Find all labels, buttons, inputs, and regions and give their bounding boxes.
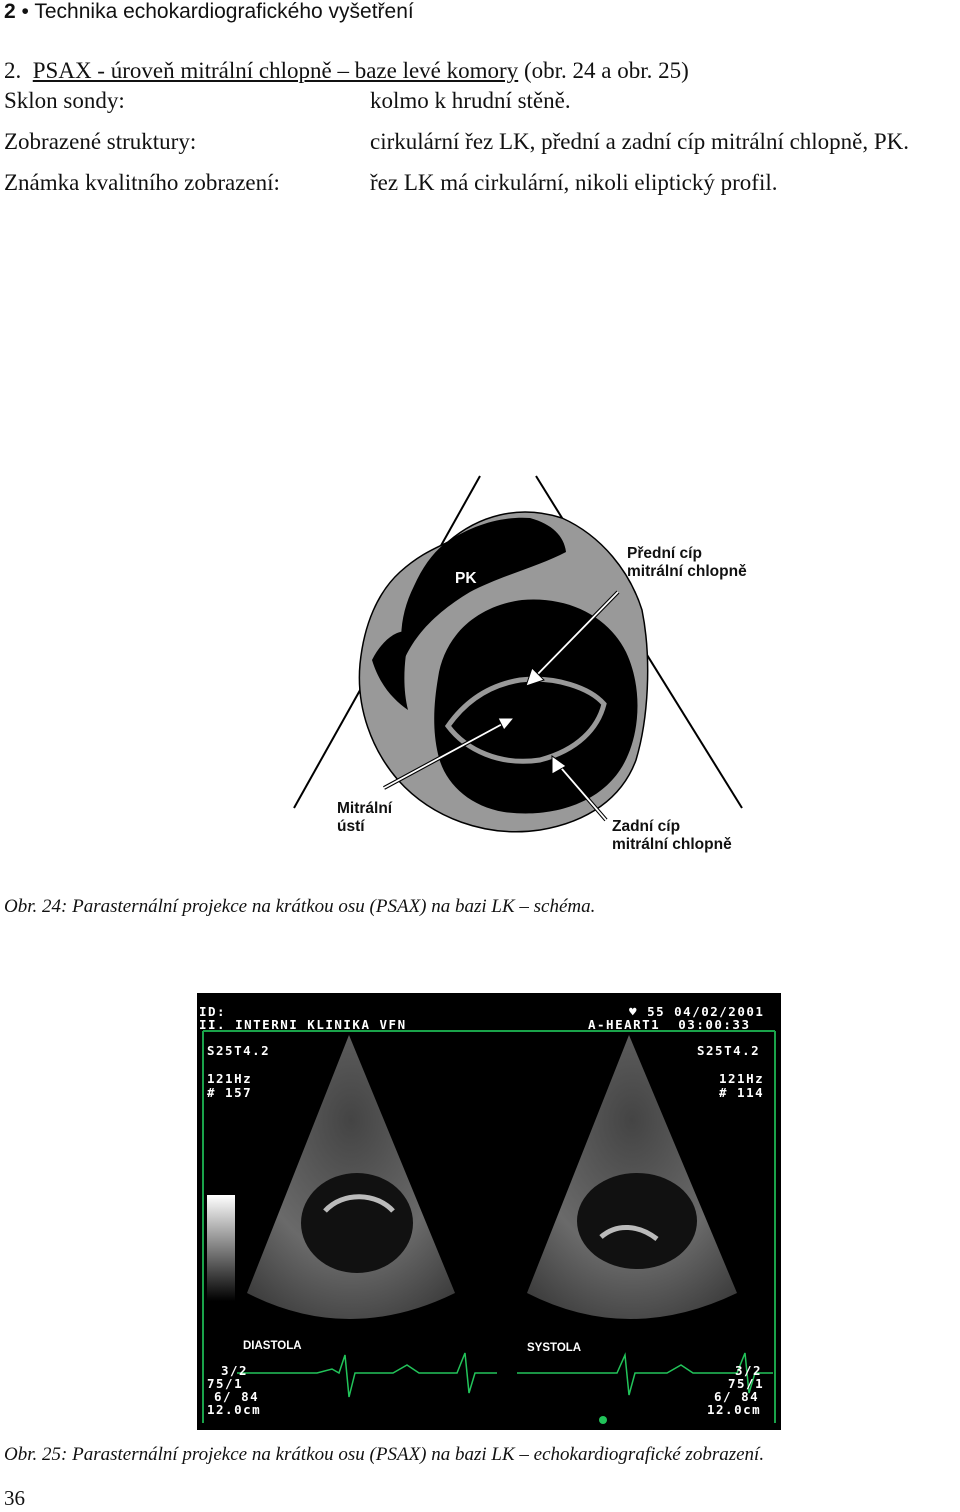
row-label-probe-tilt: Sklon sondy: — [4, 88, 125, 113]
chapter-title: Technika echokardiografického vyšetření — [34, 0, 414, 23]
grayscale-bar — [207, 1195, 235, 1301]
echo-frame-left: # 157 — [207, 1085, 253, 1100]
echo-clinic: II. INTERNI KLINIKA VFN — [199, 1017, 407, 1032]
echo-preset-line — [588, 1017, 751, 1032]
echo-freq-left: 121Hz — [207, 1071, 253, 1086]
label-posterior-line2: mitrální chlopně — [612, 836, 732, 853]
ecg-trace-diastole — [237, 1353, 497, 1397]
echo-graphics — [197, 993, 781, 1430]
label-anterior-line1: Přední cíp — [627, 545, 702, 562]
echo-time: 03:00:33 — [678, 1017, 751, 1032]
heart-icon: ♥ — [629, 1004, 639, 1019]
echo-freq-right: 121Hz — [719, 1071, 765, 1086]
echo-patient-no: 55 — [647, 1004, 666, 1019]
row-label-structures: Zobrazené struktury: — [4, 129, 197, 154]
label-orifice-line2: ústí — [337, 818, 365, 835]
status-dot — [599, 1416, 607, 1424]
figure24-caption: Obr. 24: Parasternální projekce na krátkou osu (PSAX) na bazi LK – schéma. — [4, 896, 596, 917]
row-value-probe-tilt: kolmo k hrudní stěně. — [370, 88, 571, 113]
echo-date: 04/02/2001 — [674, 1004, 765, 1019]
label-anterior-leaflet — [627, 545, 747, 581]
section-figure-ref: (obr. 24 a obr. 25) — [523, 58, 689, 83]
lv-cavity-systole — [577, 1173, 697, 1269]
chapter-number: 2 — [4, 0, 16, 23]
section-number: 2. — [4, 58, 22, 83]
label-diastola: DIASTOLA — [243, 1340, 302, 1352]
label-anterior-line2: mitrální chlopně — [627, 563, 747, 580]
params-right-2: 75/1 — [728, 1376, 765, 1391]
echo-frame-right: # 114 — [719, 1085, 765, 1100]
header-bullet: • — [21, 0, 29, 23]
section-heading — [4, 57, 689, 85]
echo-preset: A-HEART1 — [588, 1017, 661, 1032]
echo-id-label: ID: — [199, 1004, 227, 1019]
label-systola: SYSTOLA — [527, 1342, 582, 1354]
section-title-link[interactable]: PSAX - úroveň mitrální chlopně – baze levé komory — [32, 58, 519, 83]
params-right-1: 3/2 — [735, 1363, 763, 1378]
running-header — [4, 0, 414, 24]
params-left-4: 12.0cm — [207, 1402, 262, 1417]
echo-screen — [197, 993, 781, 1430]
params-left-3: 6/ 84 — [214, 1389, 260, 1404]
echo-probe-left: S25T4.2 — [207, 1043, 271, 1058]
label-posterior-line1: Zadní cíp — [612, 818, 681, 835]
label-mitral-orifice — [337, 800, 392, 836]
params-left-2: 75/1 — [207, 1376, 244, 1391]
echo-probe-right: S25T4.2 — [697, 1043, 761, 1058]
params-right-3: 6/ 84 — [714, 1389, 760, 1404]
label-posterior-leaflet — [612, 818, 732, 854]
page-number: 36 — [4, 1486, 25, 1510]
lv-cavity-diastole — [301, 1173, 413, 1273]
row-label-quality: Známka kvalitního zobrazení: — [4, 170, 280, 195]
params-right-4: 12.0cm — [707, 1402, 762, 1417]
figure25-caption: Obr. 25: Parasternální projekce na krátkou osu (PSAX) na bazi LK – echokardiografické zobrazení. — [4, 1444, 765, 1465]
psax-schematic — [0, 460, 960, 880]
label-pk: PK — [455, 570, 477, 587]
row-value-structures: cirkulární řez LK, přední a zadní cíp mitrální chlopně, PK. — [370, 129, 910, 154]
params-left-1: 3/2 — [221, 1363, 249, 1378]
label-orifice-line1: Mitrální — [337, 800, 393, 817]
row-value-quality: řez LK má cirkulární, nikoli eliptický profil. — [370, 170, 778, 195]
